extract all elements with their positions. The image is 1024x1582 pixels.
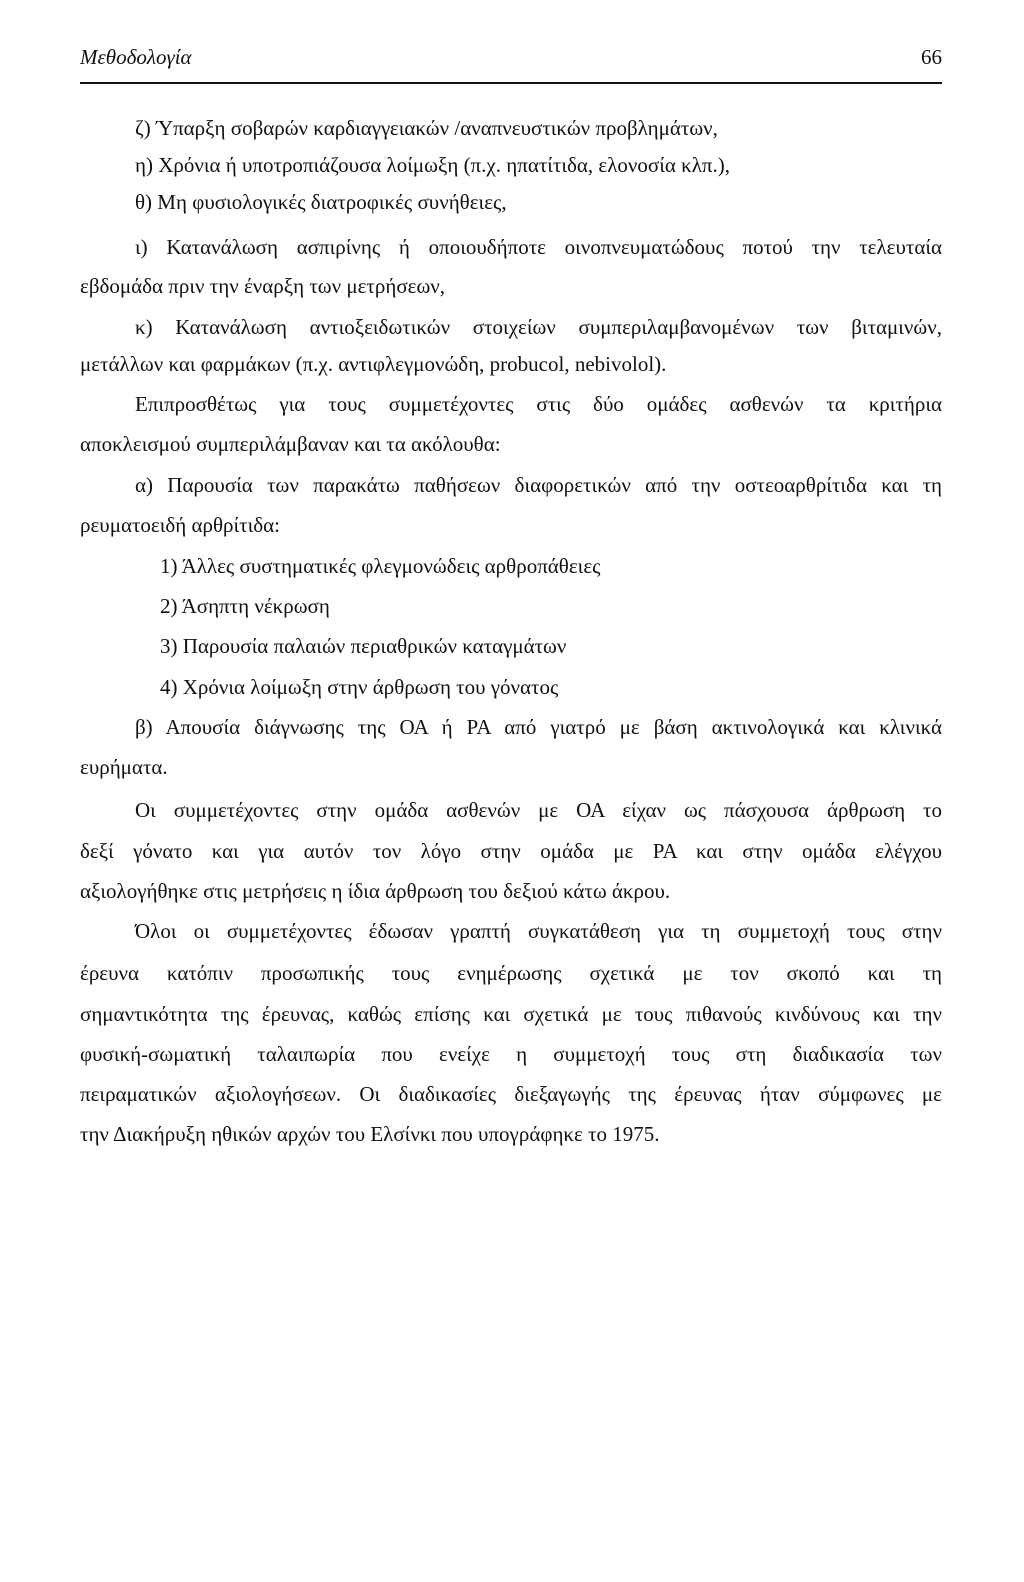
- criterion-a: α) Παρουσία των παρακάτω παθήσεων διαφορετικών από την οστεοαρθρίτιδα και τη: [135, 473, 942, 497]
- criterion-iota: ι) Κατανάλωση ασπιρίνης ή οποιουδήποτε οινοπνευματώδους ποτού την τελευταία: [135, 235, 942, 259]
- subitem-1: 1) Άλλες συστηματικές φλεγμονώδεις αρθροπάθειες: [160, 554, 601, 578]
- consent-paragraph-line-5: πειραματικών αξιολογήσεων. Οι διαδικασίες διεξαγωγής της έρευνας ήταν σύμφωνες με: [80, 1082, 942, 1106]
- criterion-z: ζ) Ύπαρξη σοβαρών καρδιαγγειακών /αναπνευστικών προβλημάτων,: [135, 116, 718, 140]
- header-rule: [80, 82, 942, 84]
- consent-paragraph-line-1: Όλοι οι συμμετέχοντες έδωσαν γραπτή συγκατάθεση για τη συμμετοχή τους στην: [135, 919, 942, 943]
- page-number: 66: [921, 45, 942, 69]
- consent-paragraph-line-6: την Διακήρυξη ηθικών αρχών του Ελσίνκι που υπογράφηκε το 1975.: [80, 1122, 660, 1146]
- criterion-a-continued: ρευματοειδή αρθρίτιδα:: [80, 513, 280, 537]
- joint-paragraph-line-2: δεξί γόνατο και για αυτόν τον λόγο στην ομάδα με ΡΑ και στην ομάδα ελέγχου: [80, 839, 942, 863]
- criterion-b-continued: ευρήματα.: [80, 755, 168, 779]
- consent-paragraph-line-3: σημαντικότητα της έρευνας, καθώς επίσης και σχετικά με τους πιθανούς κινδύνους και την: [80, 1002, 942, 1026]
- additional-criteria-intro-1: Επιπροσθέτως για τους συμμετέχοντες στις δύο ομάδες ασθενών τα κριτήρια: [135, 392, 942, 416]
- joint-paragraph-line-1: Οι συμμετέχοντες στην ομάδα ασθενών με ΟΑ είχαν ως πάσχουσα άρθρωση το: [135, 798, 942, 822]
- criterion-i: η) Χρόνια ή υποτροπιάζουσα λοίμωξη (π.χ. ηπατίτιδα, ελονοσία κλπ.),: [135, 153, 730, 177]
- subitem-2: 2) Άσηπτη νέκρωση: [160, 594, 330, 618]
- page-header: [80, 44, 942, 74]
- subitem-3: 3) Παρουσία παλαιών περιαθρικών καταγμάτων: [160, 634, 567, 658]
- criterion-th: θ) Μη φυσιολογικές διατροφικές συνήθειες,: [135, 190, 507, 214]
- subitem-4: 4) Χρόνια λοίμωξη στην άρθρωση του γόνατος: [160, 675, 559, 699]
- criterion-kappa: κ) Κατανάλωση αντιοξειδωτικών στοιχείων συμπεριλαμβανομένων των βιταμινών,: [135, 315, 942, 339]
- criterion-b: β) Απουσία διάγνωσης της ΟΑ ή ΡΑ από γιατρό με βάση ακτινολογικά και κλινικά: [135, 715, 942, 739]
- criterion-iota-continued: εβδομάδα πριν την έναρξη των μετρήσεων,: [80, 274, 446, 298]
- consent-paragraph-line-2: έρευνα κατόπιν προσωπικής τους ενημέρωσης σχετικά με τον σκοπό και τη: [80, 961, 942, 985]
- consent-paragraph-line-4: φυσική-σωματική ταλαιπωρία που ενείχε η συμμετοχή τους στη διαδικασία των: [80, 1042, 942, 1066]
- chapter-title: Μεθοδολογία: [80, 45, 192, 69]
- criterion-kappa-continued: μετάλλων και φαρμάκων (π.χ. αντιφλεγμονώδη, probucol, nebivolol).: [80, 352, 667, 376]
- joint-paragraph-line-3: αξιολογήθηκε στις μετρήσεις η ίδια άρθρωση του δεξιού κάτω άκρου.: [80, 879, 671, 903]
- additional-criteria-intro-2: αποκλεισμού συμπεριλάμβαναν και τα ακόλουθα:: [80, 432, 501, 456]
